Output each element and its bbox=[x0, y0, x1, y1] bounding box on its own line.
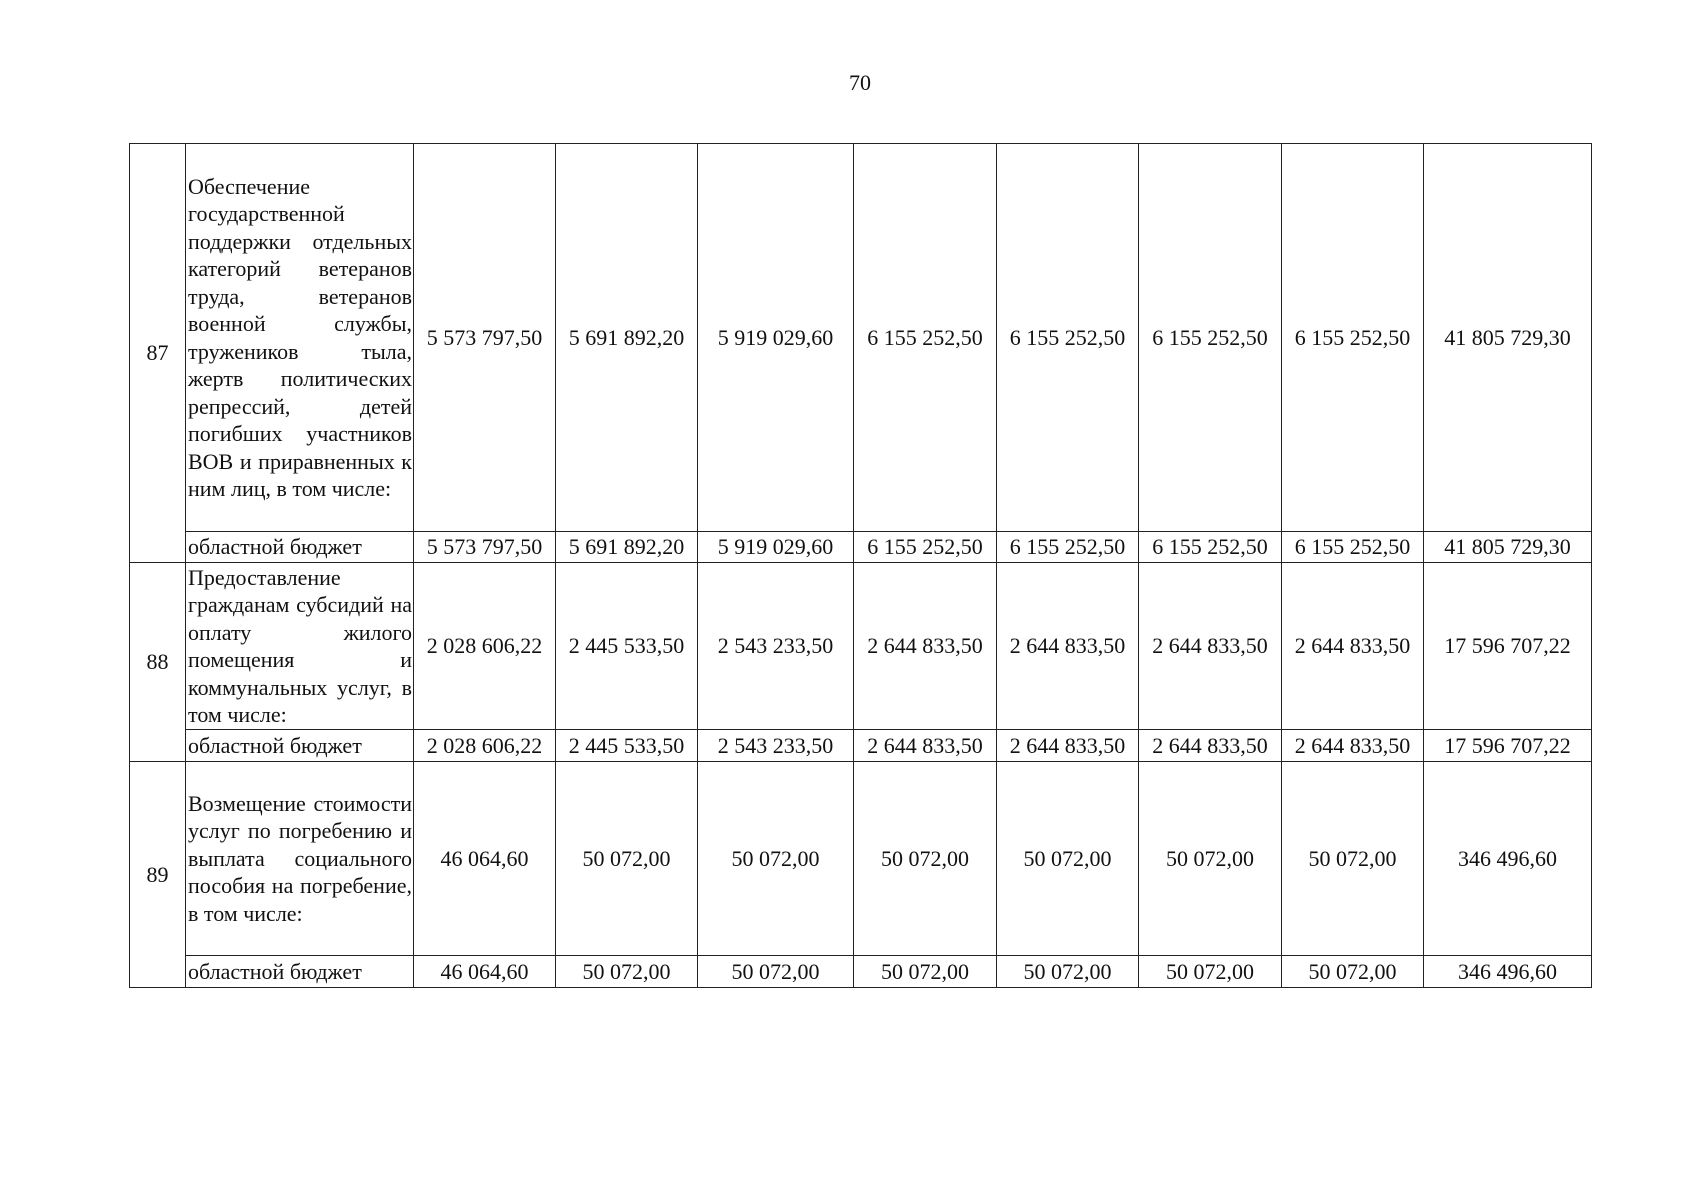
value-cell: 2 543 233,50 bbox=[698, 730, 854, 762]
total-cell: 41 805 729,30 bbox=[1424, 144, 1592, 532]
value-cell: 46 064,60 bbox=[414, 762, 556, 956]
value-cell: 2 644 833,50 bbox=[854, 730, 997, 762]
value-cell: 2 445 533,50 bbox=[556, 563, 698, 730]
table-subrow bbox=[130, 956, 1592, 988]
table-subrow bbox=[130, 532, 1592, 563]
page-number: 70 bbox=[849, 70, 871, 95]
subrow-label: областной бюджет bbox=[186, 532, 414, 563]
value-cell: 6 155 252,50 bbox=[997, 532, 1139, 563]
row-number: 88 bbox=[130, 563, 186, 762]
total-cell: 41 805 729,30 bbox=[1424, 532, 1592, 563]
value-cell: 5 919 029,60 bbox=[698, 144, 854, 532]
value-cell: 2 028 606,22 bbox=[414, 730, 556, 762]
value-cell: 2 644 833,50 bbox=[1282, 563, 1424, 730]
value-cell: 50 072,00 bbox=[854, 762, 997, 956]
total-cell: 17 596 707,22 bbox=[1424, 730, 1592, 762]
value-cell: 50 072,00 bbox=[556, 762, 698, 956]
value-cell: 2 644 833,50 bbox=[997, 563, 1139, 730]
row-number: 89 bbox=[130, 762, 186, 988]
row-description: Обеспечение государственной поддержки отдельных категорий ветеранов труда, ветеранов военной службы, тружеников тыла, жертв политических репрессий, детей погибших участников ВОВ и приравненных к ним лиц, в том числе: bbox=[186, 144, 414, 532]
row-description: Предоставление гражданам субсидий на оплату жилого помещения и коммунальных услуг, в том числе: bbox=[186, 563, 414, 730]
value-cell: 50 072,00 bbox=[854, 956, 997, 988]
table-row bbox=[130, 144, 1592, 532]
value-cell: 5 691 892,20 bbox=[556, 144, 698, 532]
value-cell: 50 072,00 bbox=[997, 956, 1139, 988]
value-cell: 5 573 797,50 bbox=[414, 532, 556, 563]
value-cell: 50 072,00 bbox=[1282, 762, 1424, 956]
subrow-label: областной бюджет bbox=[186, 956, 414, 988]
total-cell: 346 496,60 bbox=[1424, 762, 1592, 956]
total-cell: 346 496,60 bbox=[1424, 956, 1592, 988]
value-cell: 2 644 833,50 bbox=[1282, 730, 1424, 762]
value-cell: 2 028 606,22 bbox=[414, 563, 556, 730]
value-cell: 6 155 252,50 bbox=[854, 144, 997, 532]
value-cell: 6 155 252,50 bbox=[997, 144, 1139, 532]
value-cell: 50 072,00 bbox=[1139, 956, 1282, 988]
table-row bbox=[130, 563, 1592, 730]
value-cell: 5 691 892,20 bbox=[556, 532, 698, 563]
value-cell: 6 155 252,50 bbox=[1139, 532, 1282, 563]
value-cell: 50 072,00 bbox=[698, 762, 854, 956]
budget-table bbox=[129, 143, 1592, 988]
value-cell: 50 072,00 bbox=[1139, 762, 1282, 956]
value-cell: 46 064,60 bbox=[414, 956, 556, 988]
value-cell: 2 644 833,50 bbox=[997, 730, 1139, 762]
value-cell: 50 072,00 bbox=[556, 956, 698, 988]
value-cell: 2 644 833,50 bbox=[854, 563, 997, 730]
value-cell: 50 072,00 bbox=[698, 956, 854, 988]
value-cell: 6 155 252,50 bbox=[1282, 144, 1424, 532]
value-cell: 2 543 233,50 bbox=[698, 563, 854, 730]
value-cell: 6 155 252,50 bbox=[1139, 144, 1282, 532]
total-cell: 17 596 707,22 bbox=[1424, 563, 1592, 730]
table-subrow bbox=[130, 730, 1592, 762]
row-number: 87 bbox=[130, 144, 186, 563]
value-cell: 2 445 533,50 bbox=[556, 730, 698, 762]
subrow-label: областной бюджет bbox=[186, 730, 414, 762]
value-cell: 5 919 029,60 bbox=[698, 532, 854, 563]
table-row bbox=[130, 762, 1592, 956]
value-cell: 50 072,00 bbox=[997, 762, 1139, 956]
row-description: Возмещение стоимости услуг по погребению и выплата социального пособия на погребение, в том числе: bbox=[186, 762, 414, 956]
value-cell: 6 155 252,50 bbox=[1282, 532, 1424, 563]
value-cell: 2 644 833,50 bbox=[1139, 730, 1282, 762]
value-cell: 6 155 252,50 bbox=[854, 532, 997, 563]
value-cell: 50 072,00 bbox=[1282, 956, 1424, 988]
value-cell: 2 644 833,50 bbox=[1139, 563, 1282, 730]
value-cell: 5 573 797,50 bbox=[414, 144, 556, 532]
